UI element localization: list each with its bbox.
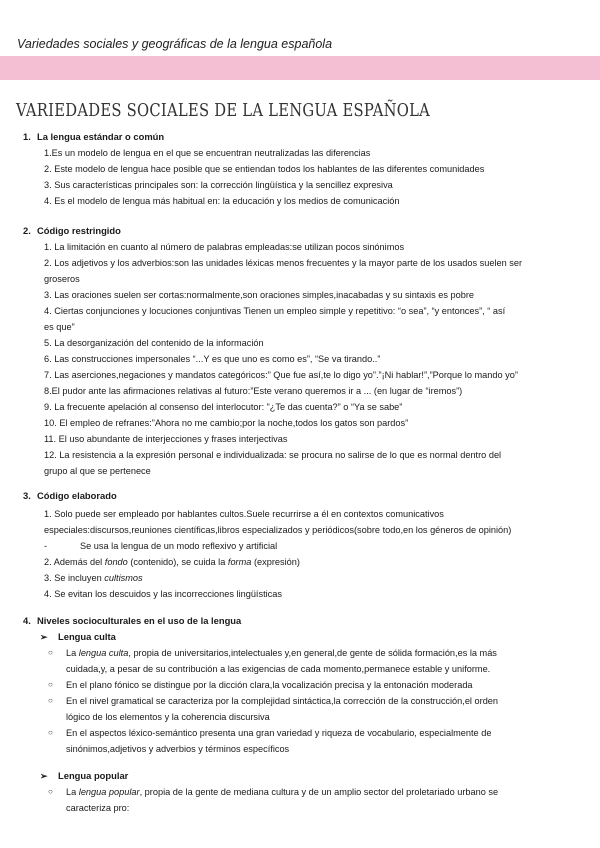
list-item: 4. Ciertas conjunciones y locuciones conjuntivas Tienen un empleo simple y repetitivo: “o sea”, “y entonces”, “ así <box>44 306 506 316</box>
list-item: sinónimos,adjetivos y adverbios y términos específicos <box>66 744 290 754</box>
header-accent-band <box>0 56 600 80</box>
list-item: 4. Se evitan los descuidos y las incorrecciones lingüísticas <box>44 589 282 599</box>
list-item: 12. La resistencia a la expresión personal e individualizada: se procura no salirse de lo que es normal dentro del <box>44 450 502 460</box>
list-item: 1.Es un modelo de lengua en el que se encuentran neutralizadas las diferencias <box>44 148 371 158</box>
list-item: 10. El empleo de refranes:”Ahora no me cambio;por la noche,todos los gatos son pardos” <box>44 418 409 428</box>
list-item: cuidada,y, a pesar de su contribución a las exigencias de cada momento,permanece estable y uniforme. <box>66 664 491 674</box>
page-title: VARIEDADES SOCIALES DE LA LENGUA ESPAÑOLA <box>16 100 431 121</box>
list-item: 2. Este modelo de lengua hace posible que se entiendan todos los hablantes de las diferentes comunidades <box>44 164 485 174</box>
circle-bullet-icon: ○ <box>48 648 53 657</box>
list-item: 11. El uso abundante de interjecciones y frases interjectivas <box>44 434 288 444</box>
section-4-heading: 4. Niveles socioculturales en el uso de la lengua <box>23 615 242 626</box>
list-item: 3. Sus características principales son: la corrección lingüística y la sencillez expresiva <box>44 180 393 190</box>
list-item: 4. Es el modelo de lengua más habitual en: la educación y los medios de comunicación <box>44 196 400 206</box>
list-item: 3. Se incluyen cultismos <box>44 573 143 583</box>
list-item: En el nivel gramatical se caracteriza por la complejidad sintáctica,la corrección de la construcción,el orden <box>66 696 499 706</box>
subsection-lengua-culta: ➢ Lengua culta <box>40 629 116 645</box>
list-item: 1. La limitación en cuanto al número de palabras empleadas:se utilizan pocos sinónimos <box>44 242 405 252</box>
list-item: grupo al que se pertenece <box>44 466 151 476</box>
document-header-title: Variedades sociales y geográficas de la lengua española <box>17 37 333 51</box>
subsection-lengua-popular: ➢ Lengua popular <box>40 768 128 784</box>
circle-bullet-icon: ○ <box>48 680 53 689</box>
list-item: 9. La frecuente apelación al consenso del interlocutor: ”¿Te das cuenta?” o “Ya se sabe” <box>44 402 403 412</box>
list-item: 2. Además del fondo (contenido), se cuida la forma (expresión) <box>44 557 300 567</box>
section-1-heading: 1. La lengua estándar o común <box>23 131 165 142</box>
list-item: En el plano fónico se distingue por la dicción clara,la vocalización precisa y la entonación moderada <box>66 680 473 690</box>
list-item: 6. Las construcciones impersonales “...Y es que uno es como es”, “Se va tirando..” <box>44 354 381 364</box>
section-3-heading: 3. Código elaborado <box>23 490 117 501</box>
circle-bullet-icon: ○ <box>48 728 53 737</box>
list-item: La lengua popular, propia de la gente de mediana cultura y de un amplio sector del proletariado urbano se <box>66 787 499 797</box>
section-2-heading: 2. Código restringido <box>23 225 121 236</box>
list-item: En el aspectos léxico-semántico presenta una gran variedad y riqueza de vocabulario, especialmente de <box>66 728 492 738</box>
list-item: 3. Las oraciones suelen ser cortas:normalmente,son oraciones simples,inacabadas y su sintaxis es pobre <box>44 290 474 300</box>
list-item: caracteriza pro: <box>66 803 130 813</box>
list-item: 5. La desorganización del contenido de la información <box>44 338 264 348</box>
dash-marker: - <box>44 541 48 551</box>
arrow-bullet-icon: ➢ <box>40 771 48 781</box>
list-item: 2. Los adjetivos y los adverbios:son las unidades léxicas menos frecuentes y la mayor parte de los usados suelen ser <box>44 258 523 268</box>
list-item: groseros <box>44 274 80 284</box>
list-item: La lengua culta, propia de universitarios,intelectuales y,en general,de gente de sólida formación,es la más <box>66 648 497 658</box>
circle-bullet-icon: ○ <box>48 787 53 796</box>
circle-bullet-icon: ○ <box>48 696 53 705</box>
list-item: Se usa la lengua de un modo reflexivo y artificial <box>80 541 278 551</box>
list-item: 8.El pudor ante las afirmaciones relativas al futuro:”Este verano queremos ir a ... (en lugar de “iremos”) <box>44 386 463 396</box>
list-item: es que” <box>44 322 75 332</box>
list-item: lógico de los elementos y la coherencia discursiva <box>66 712 270 722</box>
list-item: 7. Las aserciones,negaciones y mandatos categóricos:” Que fue así,te lo digo yo”.”¡Ni hablar!”,”Porque lo mando yo” <box>44 370 518 380</box>
list-item: especiales:discursos,reuniones científicas,libros especializados y periódicos(sobre todo,en los géneros de opinión) <box>44 525 512 535</box>
arrow-bullet-icon: ➢ <box>40 632 48 642</box>
list-item: 1. Solo puede ser empleado por hablantes cultos.Suele recurrirse a él en contextos comunicativos <box>44 509 444 519</box>
